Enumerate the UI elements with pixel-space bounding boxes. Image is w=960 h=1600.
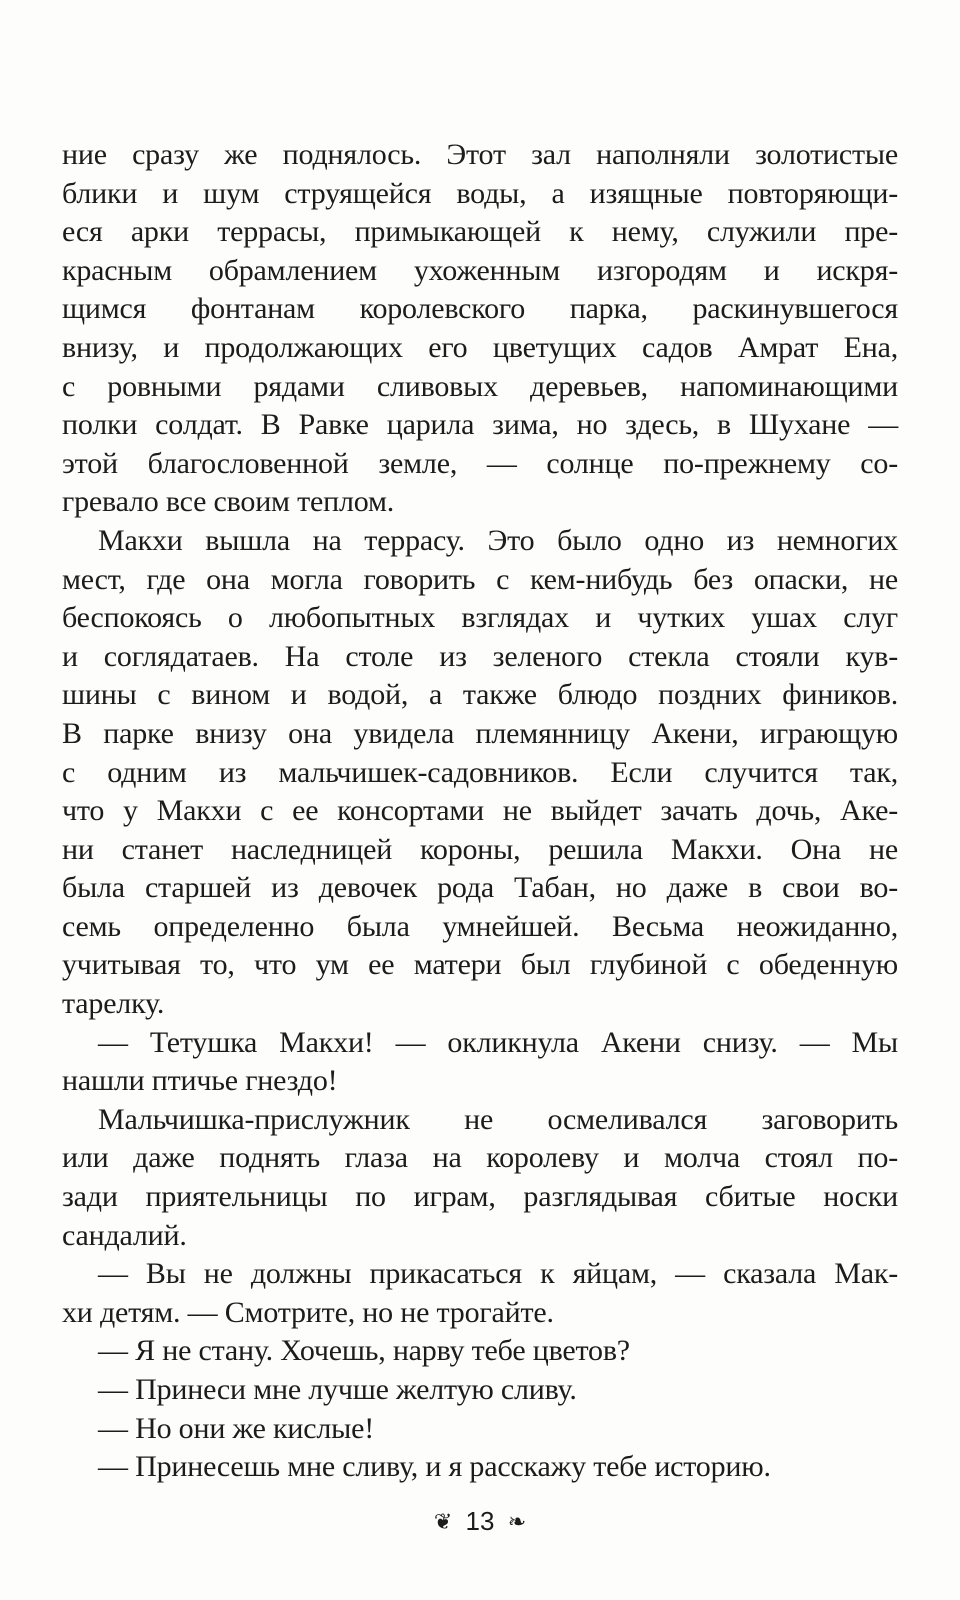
paragraph: [62, 1332, 898, 1371]
text-line: беспокоясь о любопытных взглядах и чутких ушах слуг: [62, 601, 898, 635]
ornament-left-icon: ❦: [433, 1510, 453, 1536]
text-line: зади приятельницы по играм, разглядывая сбитые носки: [62, 1180, 898, 1214]
paragraph: [62, 1371, 898, 1410]
text-line: внизу, и продолжающих его цветущих садов Амрат Ена,: [62, 330, 898, 364]
text-line: и соглядатаев. На столе из зеленого стекла стояли кув-: [62, 639, 898, 673]
text-line: Мальчишка-прислужник не осмеливался заговорить: [98, 1102, 898, 1136]
text-line: семь определенно была умнейшей. Весьма неожиданно,: [62, 909, 898, 943]
text-line: — Тетушка Макхи! — окликнула Акени снизу. — Мы: [98, 1025, 898, 1059]
text-line: В парке внизу она увидела племянницу Акени, играющую: [62, 716, 898, 750]
text-line: или даже поднять глаза на королеву и молча стоял по-: [62, 1141, 898, 1175]
page-footer: [0, 1506, 960, 1538]
page-body: [62, 136, 898, 1487]
text-line: — Но они же кислые!: [98, 1411, 374, 1445]
text-line: с ровными рядами сливовых деревьев, напоминающими: [62, 369, 898, 403]
text-line: ние сразу же поднялось. Этот зал наполняли золотистые: [62, 138, 898, 171]
text-line: — Принеси мне лучше желтую сливу.: [98, 1373, 577, 1406]
text-line: еся арки террасы, примыкающей к нему, служили пре-: [62, 215, 898, 249]
paragraph: [62, 136, 898, 522]
text-line: тарелку.: [62, 987, 165, 1021]
text-line: — Принесешь мне сливу, и я расскажу тебе историю.: [98, 1450, 771, 1484]
text-line: сандалий.: [62, 1218, 187, 1252]
text-line: — Я не стану. Хочешь, нарву тебе цветов?: [98, 1334, 630, 1368]
text-line: с одним из мальчишек-садовников. Если случится так,: [62, 755, 898, 789]
text-line: этой благословенной земле, — солнце по-прежнему со-: [62, 446, 898, 480]
text-line: красным обрамлением ухоженным изгородям и искря-: [62, 253, 898, 287]
text-line: шины с вином и водой, а также блюдо поздних фиников.: [62, 678, 898, 712]
text-line: была старшей из девочек рода Табан, но даже в свои во-: [62, 871, 898, 905]
text-line: гревало все своим теплом.: [62, 485, 395, 519]
text-line: нашли птичье гнездо!: [62, 1064, 338, 1098]
page-number: 13: [465, 1506, 495, 1536]
text-line: полки солдат. В Равке царила зима, но здесь, в Шухане —: [62, 408, 898, 442]
text-line: учитывая то, что ум ее матери был глубиной с обеденную: [62, 948, 898, 982]
text-line: хи детям. — Смотрите, но не трогайте.: [62, 1295, 554, 1329]
ornament-right-icon: ❧: [507, 1510, 527, 1536]
text-line: что у Макхи с ее консортами не выйдет зачать дочь, Аке-: [62, 794, 898, 828]
paragraph: [62, 1255, 898, 1332]
paragraph: [62, 1448, 898, 1487]
text-line: мест, где она могла говорить с кем-нибудь без опаски, не: [62, 562, 898, 596]
text-line: щимся фонтанам королевского парка, раскинувшегося: [62, 292, 898, 326]
text-line: блики и шум струящейся воды, а изящные повторяющи-: [62, 176, 898, 210]
paragraph: [62, 1410, 898, 1449]
text-line: Макхи вышла на террасу. Это было одно из немногих: [98, 523, 898, 557]
text-line: — Вы не должны прикасаться к яйцам, — сказала Мак-: [98, 1257, 898, 1291]
paragraph: [62, 1101, 898, 1255]
text-line: ни станет наследницей короны, решила Макхи. Она не: [62, 832, 898, 866]
paragraph: [62, 1024, 898, 1101]
paragraph: [62, 522, 898, 1024]
